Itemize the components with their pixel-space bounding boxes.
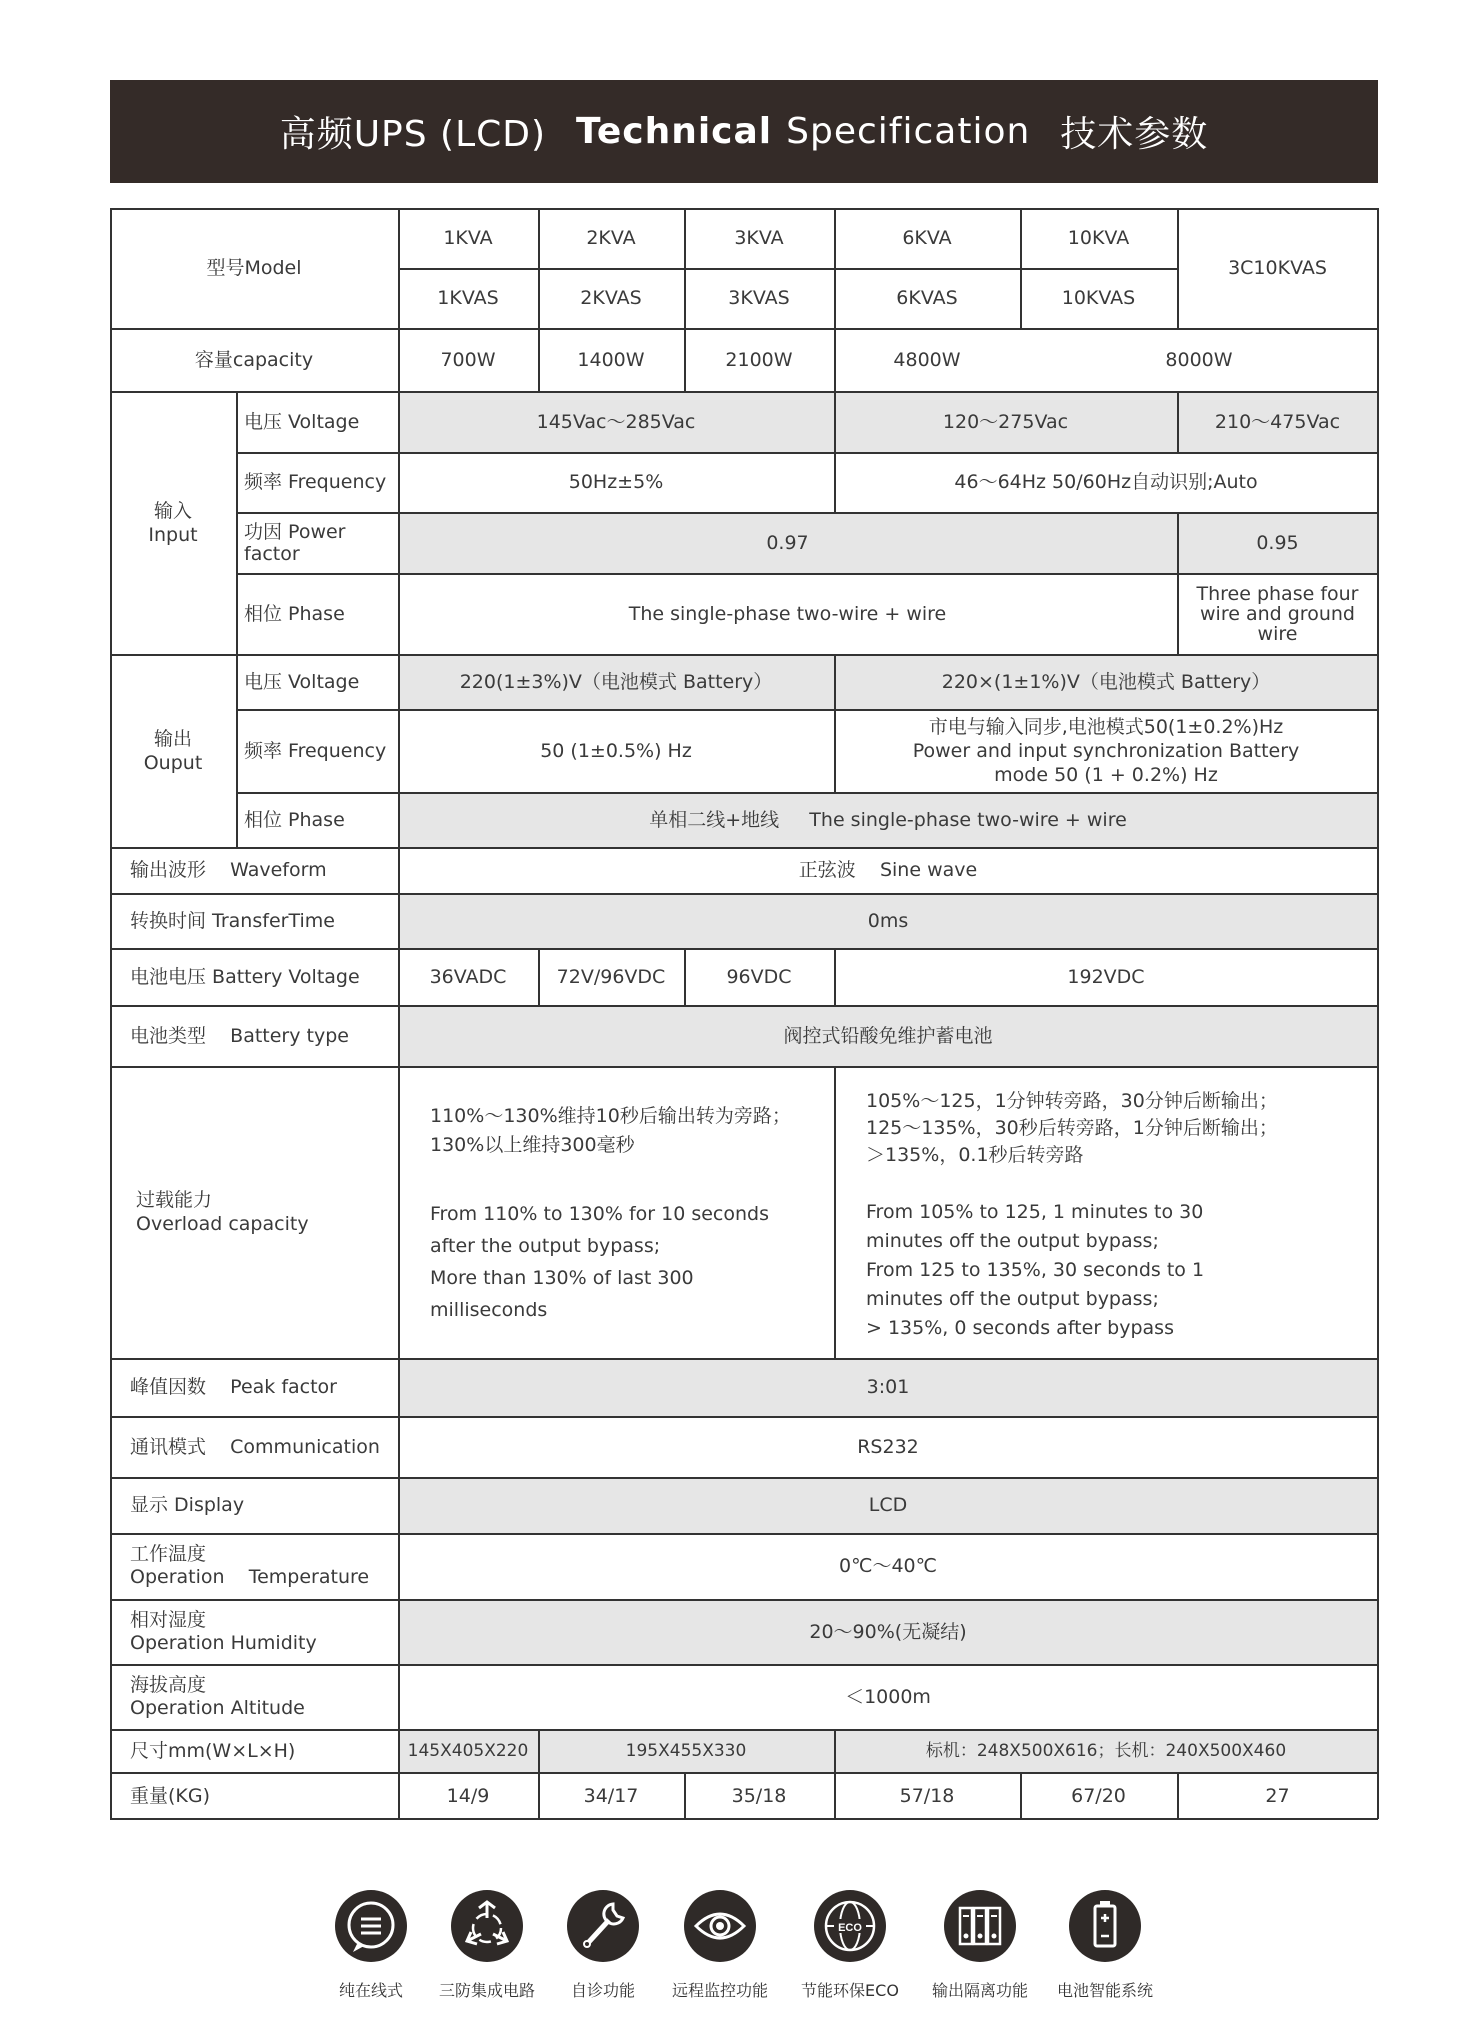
transfer-label: 转换时间 TransferTime	[130, 909, 335, 932]
grid-line	[110, 948, 1378, 950]
comm-label: 通讯模式 Communication	[130, 1435, 380, 1458]
battery-voltage-label: 电池电压 Battery Voltage	[130, 965, 360, 988]
grid-line	[538, 1729, 540, 1819]
waveform-label: 输出波形 Waveform	[130, 859, 327, 881]
output-voltage-label: 电压 Voltage	[244, 670, 360, 693]
model-2kvas: 2KVAS	[580, 287, 642, 309]
input-freq-1: 50Hz±5%	[568, 471, 664, 493]
feature-eco	[785, 1888, 915, 2001]
humidity-label: 相对湿度 Operation Humidity	[130, 1608, 317, 1654]
overload-left-en: From 110% to 130% for 10 seconds after the output bypass; More than 130% of last 300 milliseconds	[430, 1203, 769, 1321]
grid-line	[110, 1729, 1378, 1731]
online-icon	[333, 1888, 409, 1964]
capacity-3k: 2100W	[725, 348, 793, 371]
model-10kva: 10KVA	[1067, 227, 1130, 249]
output-voltage-2: 220×(1±1%)V（电池模式 Battery）	[941, 670, 1271, 693]
grid-line	[1177, 512, 1179, 654]
grid-line	[1177, 391, 1179, 452]
input-voltage-3: 210～475Vac	[1214, 410, 1341, 433]
size-1: 145X405X220	[407, 1740, 529, 1761]
weight-label: 重量(KG)	[130, 1784, 211, 1807]
weight-4: 57/18	[899, 1784, 955, 1807]
grid-line	[834, 1729, 836, 1819]
grid-line	[684, 208, 686, 391]
input-phase-label: 相位 Phase	[244, 602, 345, 625]
input-voltage-label: 电压 Voltage	[244, 410, 360, 433]
grid-line	[236, 573, 1378, 575]
waveform: 正弦波 Sine wave	[798, 859, 978, 881]
comm: RS232	[857, 1435, 919, 1458]
weight-2: 34/17	[583, 1784, 639, 1807]
overload-label: 过载能力 Overload capacity	[136, 1189, 309, 1235]
display-label: 显示 Display	[130, 1494, 245, 1516]
grid-line	[110, 1416, 1378, 1418]
size-label: 尺寸mm(W×L×H)	[130, 1739, 296, 1762]
wrench-icon	[565, 1888, 641, 1964]
output-voltage-1: 220(1±3%)V（电池模式 Battery）	[459, 670, 773, 693]
model-1kva: 1KVA	[443, 227, 493, 249]
model-3kva: 3KVA	[734, 227, 784, 249]
grid-line	[398, 268, 1177, 270]
feature-icons	[0, 1888, 1480, 2008]
battery-voltage-1: 36VADC	[429, 965, 507, 988]
pf-label: 功因 Power factor	[244, 520, 346, 565]
grid-line	[110, 1477, 1378, 1479]
model-6kvas: 6KVAS	[896, 287, 958, 309]
grid-line	[1377, 208, 1379, 1819]
grid-line	[834, 1066, 836, 1358]
pf-1: 0.97	[766, 531, 809, 554]
isolation-icon	[942, 1888, 1018, 1964]
feature-diagnose	[538, 1888, 668, 2001]
feature-label: 纯在线式	[338, 1981, 403, 2000]
input-freq-label: 频率 Frequency	[244, 471, 387, 493]
feature-label: 电池智能系统	[1056, 1981, 1153, 2000]
display: LCD	[868, 1494, 908, 1516]
input-phase-1: The single-phase two-wire + wire	[628, 602, 947, 625]
feature-label: 输出隔离功能	[931, 1981, 1028, 2000]
feature-label: 自诊功能	[570, 1981, 635, 2000]
weight-6: 27	[1265, 1784, 1290, 1807]
altitude: ＜1000m	[845, 1685, 931, 1708]
grid-line	[834, 654, 836, 792]
capacity-2k: 1400W	[577, 348, 645, 371]
grid-line	[110, 1599, 1378, 1601]
input-label: 输入 Input	[148, 499, 198, 546]
input-voltage-2: 120～275Vac	[942, 410, 1069, 433]
grid-line	[110, 328, 1378, 330]
grid-line	[684, 948, 686, 1005]
grid-line	[110, 1772, 1378, 1774]
battery-type-label: 电池类型 Battery type	[130, 1024, 349, 1047]
size-3: 标机：248X500X616；长机：240X500X460	[925, 1740, 1287, 1761]
output-label: 输出 Ouput	[143, 727, 203, 774]
battery-voltage-2: 72V/96VDC	[556, 965, 666, 988]
grid-line	[110, 1066, 1378, 1068]
overload-left-cn: 110%～130%维持10秒后输出转为旁路； 130%以上维持300毫秒	[430, 1105, 791, 1156]
capacity-10k: 8000W	[1165, 348, 1233, 371]
weight-5: 67/20	[1071, 1784, 1126, 1807]
eye-icon	[682, 1888, 758, 1964]
altitude-label: 海拔高度 Operation Altitude	[130, 1673, 305, 1719]
grid-line	[110, 847, 1378, 849]
grid-line	[1177, 208, 1179, 328]
page-header	[110, 80, 1378, 183]
grid-line	[834, 208, 836, 513]
feature-label: 节能环保ECO	[801, 1981, 899, 2000]
output-freq-label: 频率 Frequency	[244, 739, 387, 762]
input-phase-2: Three phase four wire and ground wire	[1196, 582, 1359, 645]
feature-isolation	[915, 1888, 1045, 2001]
output-freq-1: 50 (1±0.5%) Hz	[540, 739, 692, 762]
model-3kvas: 3KVAS	[728, 287, 790, 309]
battery-type: 阀控式铅酸免维护蓄电池	[783, 1024, 993, 1047]
grid-line	[1020, 1772, 1022, 1819]
grid-line	[110, 1818, 1378, 1820]
overload-right-cn: 105%～125，1分钟转旁路，30分钟后断输出； 125～135%，30秒后转旁路，1分钟后断输出； ＞135%，0.1秒后转旁路	[866, 1090, 1278, 1166]
model-2kva: 2KVA	[586, 227, 636, 249]
model-3c10kvas: 3C10KVAS	[1228, 257, 1327, 279]
spec-table	[110, 208, 1378, 1819]
grid-line	[1020, 208, 1022, 328]
model-label: 型号Model	[206, 257, 302, 279]
grid-line	[236, 391, 238, 847]
size-2: 195X455X330	[625, 1740, 747, 1761]
title-cn: 高频UPS (LCD)	[279, 114, 547, 155]
output-freq-2: 市电与输入同步,电池模式50(1±0.2%)Hz Power and input synchronization Battery mode 50 (1 + 0.2%) Hz	[912, 715, 1300, 786]
title-technical: Technical	[576, 111, 773, 152]
grid-line	[110, 1533, 1378, 1535]
weight-3: 35/18	[731, 1784, 787, 1807]
grid-line	[538, 208, 540, 391]
grid-line	[110, 1005, 1378, 1007]
input-voltage-1: 145Vac～285Vac	[536, 410, 696, 433]
grid-line	[110, 893, 1378, 895]
recycle-icon	[449, 1888, 525, 1964]
capacity-6k: 4800W	[893, 348, 961, 371]
battery-voltage-4: 192VDC	[1067, 965, 1145, 988]
grid-line	[236, 512, 1378, 514]
battery-voltage-3: 96VDC	[726, 965, 792, 988]
grid-line	[236, 452, 1378, 454]
grid-line	[236, 709, 1378, 711]
grid-line	[110, 391, 1378, 393]
feature-recycle	[422, 1888, 552, 2001]
pf-2: 0.95	[1256, 531, 1299, 554]
capacity-1k: 700W	[440, 348, 496, 371]
svg-text:ECO: ECO	[838, 1922, 862, 1934]
feature-monitor	[655, 1888, 785, 2001]
feature-battery	[1040, 1888, 1170, 2001]
grid-line	[1177, 1772, 1179, 1819]
model-1kvas: 1KVAS	[437, 287, 499, 309]
grid-line	[110, 208, 112, 1819]
title-specification: Specification	[786, 111, 1031, 152]
output-phase-label: 相位 Phase	[244, 808, 345, 831]
temp-label: 工作温度 Operation Temperature	[130, 1543, 370, 1588]
peak: 3:01	[866, 1376, 910, 1398]
input-freq-2: 46～64Hz 50/60Hz自动识别;Auto	[954, 471, 1258, 493]
title-cn-params: 技术参数	[1060, 114, 1209, 155]
grid-line	[110, 1358, 1378, 1360]
grid-line	[684, 1772, 686, 1819]
output-phase: 单相二线+地线 The single-phase two-wire + wire	[649, 808, 1127, 831]
grid-line	[110, 1664, 1378, 1666]
grid-line	[236, 792, 1378, 794]
capacity-label: 容量capacity	[194, 348, 314, 371]
overload-right-en: From 105% to 125, 1 minutes to 30 minutes off the output bypass; From 125 to 135%, 30 seconds to 1 minutes off the output bypass; > 135%, 0 seconds after bypass	[866, 1201, 1205, 1339]
temp: 0℃～40℃	[839, 1555, 937, 1577]
feature-online	[306, 1888, 436, 2001]
grid-line	[398, 208, 400, 1819]
battery-icon	[1067, 1888, 1143, 1964]
eco-globe-icon	[812, 1888, 888, 1964]
transfer: 0ms	[867, 909, 909, 932]
weight-1: 14/9	[446, 1784, 490, 1807]
grid-line	[110, 654, 1378, 656]
feature-label: 远程监控功能	[671, 1981, 768, 2000]
humidity: 20～90%(无凝结)	[809, 1620, 967, 1643]
grid-line	[538, 948, 540, 1005]
model-6kva: 6KVA	[902, 227, 952, 249]
grid-line	[834, 948, 836, 1005]
grid-line	[110, 208, 1378, 210]
model-10kvas: 10KVAS	[1061, 287, 1136, 309]
peak-label: 峰值因数 Peak factor	[130, 1376, 337, 1398]
feature-label: 三防集成电路	[438, 1981, 535, 2000]
